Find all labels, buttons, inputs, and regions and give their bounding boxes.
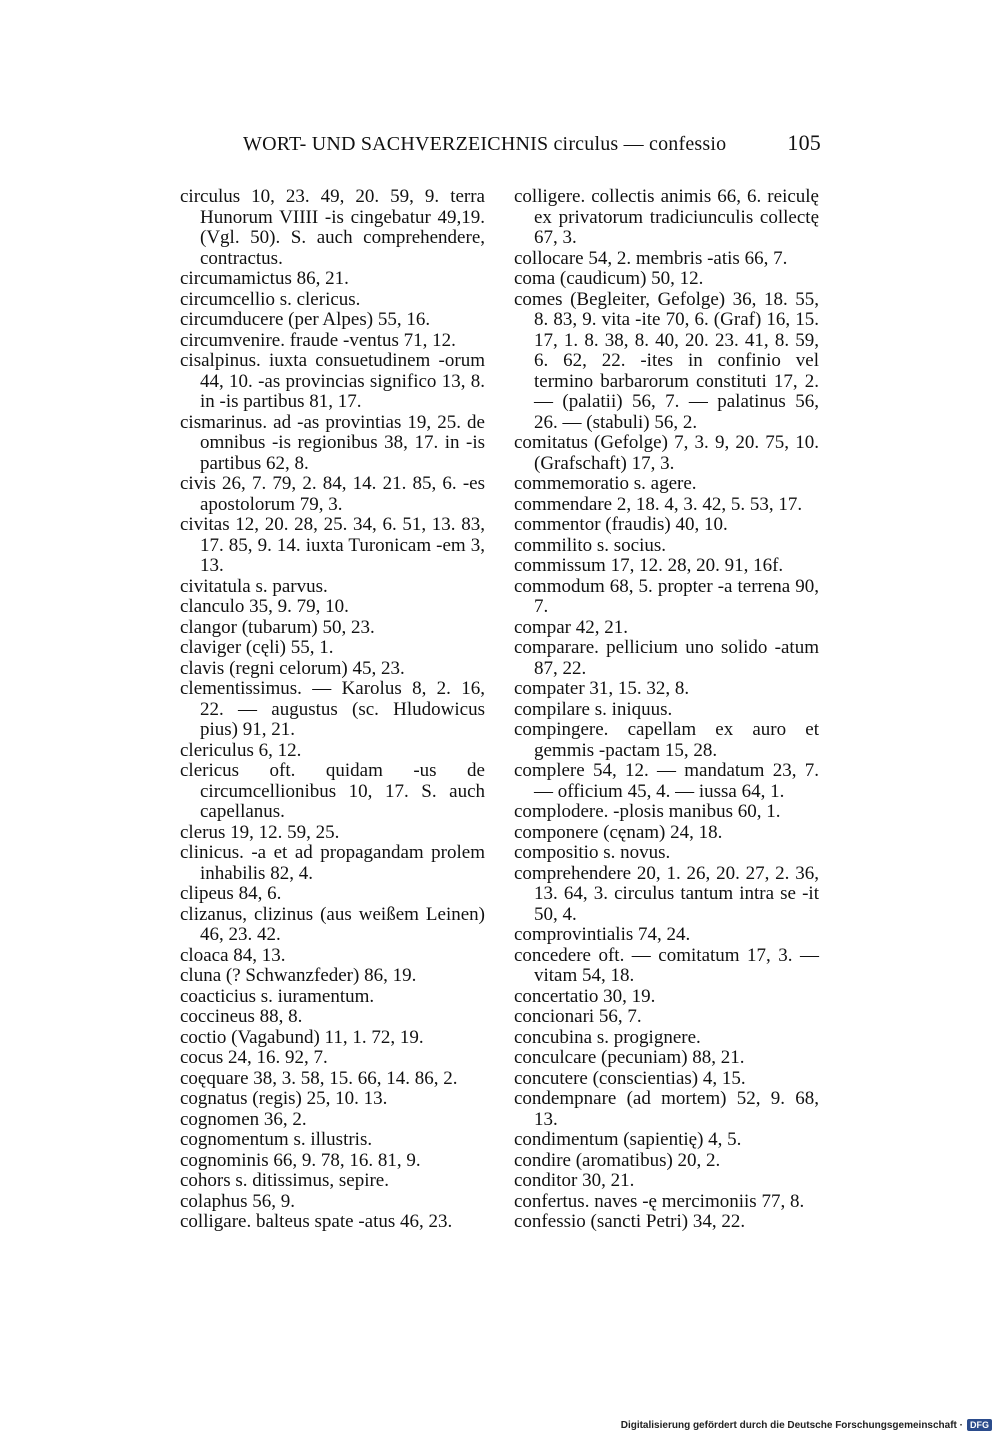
index-entry: cluna (? Schwanzfeder) 86, 19. bbox=[180, 965, 417, 986]
index-entry: complodere. -plosis manibus 60, 1. bbox=[514, 801, 781, 822]
index-entry: componere (cęnam) 24, 18. bbox=[514, 821, 723, 843]
index-entry: civis 26, 7. 79, 2. 84, 14. 21. 85, 6. -es apostolorum 79, 3. bbox=[180, 473, 485, 515]
index-entry: commemoratio s. agere. bbox=[514, 473, 697, 494]
index-column-left bbox=[180, 187, 485, 1233]
index-entry: comparare. pellicium uno solido -atum 87, 22. bbox=[514, 637, 819, 679]
index-entry: clericus oft. quidam -us de circumcellionibus 10, 17. S. auch capellanus. bbox=[180, 760, 485, 822]
index-entry: comitatus (Gefolge) 7, 3. 9, 20. 75, 10. (Grafschaft) 17, 3. bbox=[514, 432, 819, 474]
index-entry: commodum 68, 5. propter -a terrena 90, 7. bbox=[514, 575, 819, 617]
index-entry: conculcare (pecuniam) 88, 21. bbox=[514, 1047, 745, 1068]
index-entry: clanculo 35, 9. 79, 10. bbox=[180, 596, 349, 617]
index-entry: cocus 24, 16. 92, 7. bbox=[180, 1047, 328, 1068]
index-entry: condimentum (sapientię) 4, 5. bbox=[514, 1129, 742, 1150]
index-entry: cloaca 84, 13. bbox=[180, 944, 286, 966]
index-entry: comes (Begleiter, Gefolge) 36, 18. 55, 8. 83, 9. vita -ite 70, 6. (Graf) 16, 15. 17, 1. 8. 38, 8. 40, 20. 23. 41, 8. 59, 6. 62, 22. -ites in confinio vel termino barbarorum constituti 17, 2. — (palatii) 56, 7. — palatinus 56, 26. — (stabuli) 56, 2. bbox=[514, 288, 819, 433]
index-entry: cismarinus. ad -as provintias 19, 25. de omnibus -is regionibus 38, 17. in -is partibus 62, 8. bbox=[180, 411, 485, 474]
index-entry: clavis (regni celorum) 45, 23. bbox=[180, 657, 405, 679]
index-entry: commendare 2, 18. 4, 3. 42, 5. 53, 17. bbox=[514, 493, 803, 515]
index-entry: compater 31, 15. 32, 8. bbox=[514, 678, 690, 699]
page-number: 105 bbox=[787, 130, 821, 155]
index-entry: comprovintialis 74, 24. bbox=[514, 924, 691, 945]
index-entry: concertatio 30, 19. bbox=[514, 985, 656, 1007]
index-entry: concionari 56, 7. bbox=[514, 1006, 642, 1027]
index-entry: cognominis 66, 9. 78, 16. 81, 9. bbox=[180, 1149, 421, 1171]
index-entry: colligare. balteus spate -atus 46, 23. bbox=[180, 1211, 453, 1232]
index-entry: clinicus. -a et ad propagandam prolem inhabilis 82, 4. bbox=[180, 842, 485, 884]
index-entry: compingere. capellam ex auro et gemmis -pactam 15, 28. bbox=[514, 719, 819, 761]
index-entry: commissum 17, 12. 28, 20. 91, 16f. bbox=[514, 555, 784, 576]
index-entry: coacticius s. iuramentum. bbox=[180, 985, 375, 1007]
index-entry: condire (aromatibus) 20, 2. bbox=[514, 1149, 721, 1171]
index-entry: civitatula s. parvus. bbox=[180, 575, 328, 597]
index-entry: clizanus, clizinus (aus weißem Leinen) 46, 23. 42. bbox=[180, 903, 485, 945]
index-entry: compar 42, 21. bbox=[514, 616, 628, 638]
index-entry: comprehendere 20, 1. 26, 20. 27, 2. 36, 13. 64, 3. circulus tantum intra se -it 50, 4. bbox=[514, 862, 819, 925]
index-entry: claviger (cęli) 55, 1. bbox=[180, 637, 334, 658]
index-entry: coęquare 38, 3. 58, 15. 66, 14. 86, 2. bbox=[180, 1067, 458, 1089]
index-entry: compositio s. novus. bbox=[514, 842, 671, 863]
running-header bbox=[243, 130, 821, 156]
index-entry: cognatus (regis) 25, 10. 13. bbox=[180, 1088, 388, 1109]
footer-credit bbox=[621, 1419, 992, 1431]
index-entry: concedere oft. — comitatum 17, 3. — vitam 54, 18. bbox=[514, 944, 819, 986]
index-entry: confertus. naves -ę mercimoniis 77, 8. bbox=[514, 1190, 805, 1212]
index-entry: cognomen 36, 2. bbox=[180, 1108, 307, 1130]
index-entry: cisalpinus. iuxta consuetudinem -orum 44, 10. -as provincias significo 13, 8. in -is partibus 81, 17. bbox=[180, 350, 485, 412]
index-entry: clerus 19, 12. 59, 25. bbox=[180, 821, 340, 843]
index-entry: commilito s. socius. bbox=[514, 534, 666, 556]
dfg-logo: DFG bbox=[967, 1419, 992, 1431]
index-entry: clipeus 84, 6. bbox=[180, 883, 282, 904]
footer-text: Digitalisierung gefördert durch die Deutsche Forschungsgemeinschaft · bbox=[620, 1419, 963, 1431]
index-column-right bbox=[514, 187, 819, 1233]
index-entry: civitas 12, 20. 28, 25. 34, 6. 51, 13. 83, 17. 85, 9. 14. iuxta Turonicam -em 3, 13. bbox=[180, 514, 485, 576]
index-entry: colligere. collectis animis 66, 6. reiculę ex privatorum tradiciunculis collectę 67, 3. bbox=[514, 186, 819, 248]
index-entry: circumducere (per Alpes) 55, 16. bbox=[180, 309, 431, 330]
index-entry: colaphus 56, 9. bbox=[180, 1190, 296, 1212]
index-entry: collocare 54, 2. membris -atis 66, 7. bbox=[514, 247, 788, 269]
index-entry: cohors s. ditissimus, sepire. bbox=[180, 1170, 389, 1191]
index-entry: concutere (conscientias) 4, 15. bbox=[514, 1067, 746, 1089]
index-entry: clericulus 6, 12. bbox=[180, 739, 302, 761]
index-entry: concubina s. progignere. bbox=[514, 1026, 701, 1048]
index-entry: clementissimus. — Karolus 8, 2. 16, 22. — augustus (sc. Hludowicus pius) 91, 21. bbox=[180, 678, 485, 740]
index-entry: circulus 10, 23. 49, 20. 59, 9. terra Hunorum VIIII -is cingebatur 49,19. (Vgl. 50). S. auch comprehendere, contractus. bbox=[180, 186, 485, 269]
index-entry: circumcellio s. clericus. bbox=[180, 288, 361, 310]
index-entry: coma (caudicum) 50, 12. bbox=[514, 268, 704, 289]
index-entry: compilare s. iniquus. bbox=[514, 698, 673, 720]
index-entry: commentor (fraudis) 40, 10. bbox=[514, 514, 728, 535]
index-entry: clangor (tubarum) 50, 23. bbox=[180, 616, 375, 638]
index-entry: coccineus 88, 8. bbox=[180, 1006, 303, 1027]
index-entry: conditor 30, 21. bbox=[514, 1170, 635, 1191]
header-title: WORT- UND SACHVERZEICHNIS circulus — confessio bbox=[243, 133, 727, 155]
index-entry: confessio (sancti Petri) 34, 22. bbox=[514, 1211, 746, 1232]
index-entry: condempnare (ad mortem) 52, 9. 68, 13. bbox=[514, 1088, 819, 1130]
index-entry: cognomentum s. illustris. bbox=[180, 1129, 373, 1150]
index-entry: coctio (Vagabund) 11, 1. 72, 19. bbox=[180, 1026, 424, 1048]
index-entry: complere 54, 12. — mandatum 23, 7. — officium 45, 4. — iussa 64, 1. bbox=[514, 760, 819, 802]
index-entry: circumvenire. fraude -ventus 71, 12. bbox=[180, 329, 456, 351]
index-entry: circumamictus 86, 21. bbox=[180, 268, 349, 289]
